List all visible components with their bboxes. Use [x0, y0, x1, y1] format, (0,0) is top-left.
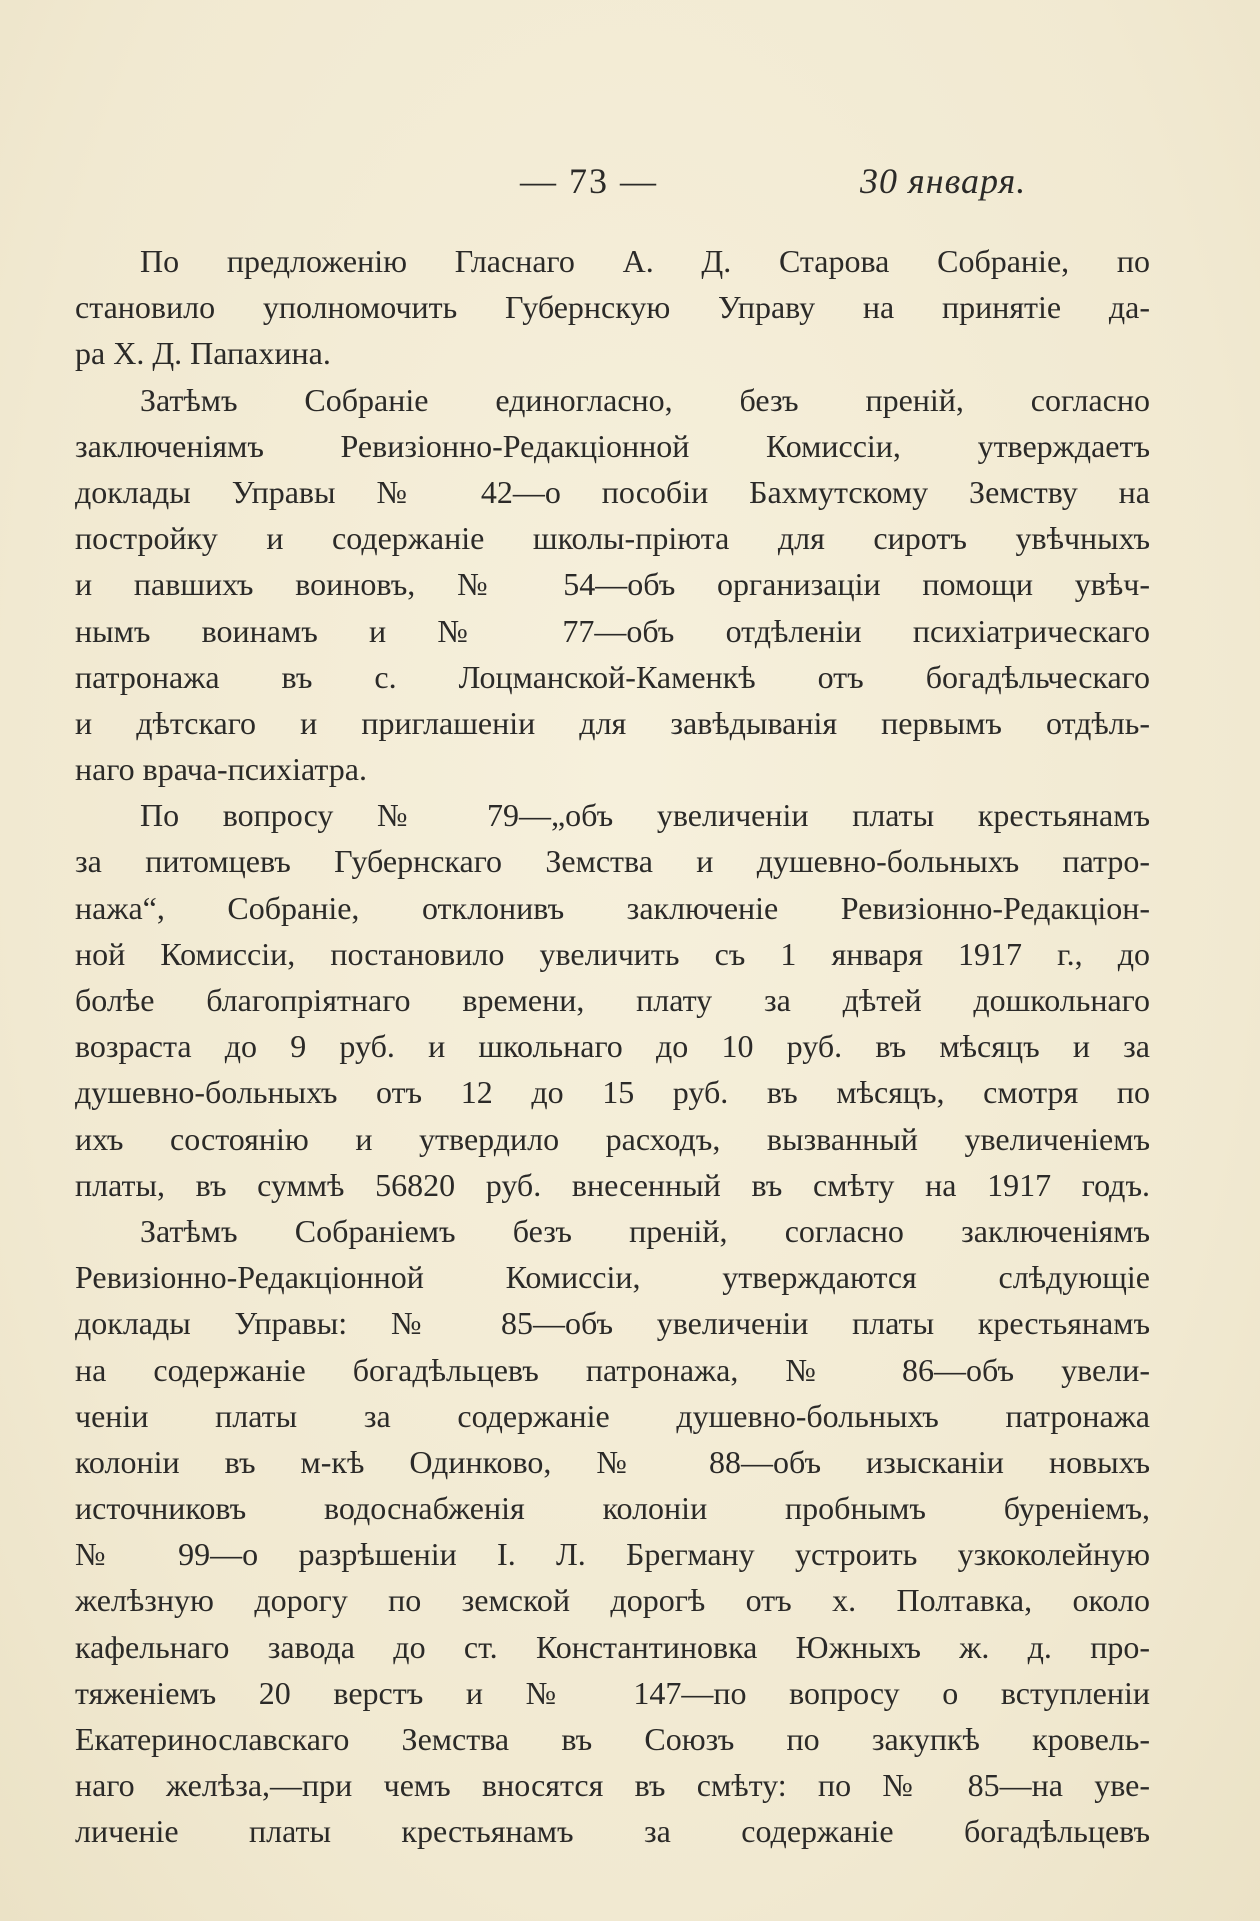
- text-line: наго желѣза,—при чемъ вносятся въ смѣту: по № 85—на уве-: [75, 1767, 1150, 1804]
- body-text: [75, 238, 1150, 1855]
- text-line: № 99—о разрѣшеніи І. Л. Брегману устроить узкоколейную: [75, 1536, 1150, 1573]
- text-line: По вопросу № 79—„объ увеличеніи платы крестьянамъ: [140, 797, 1150, 834]
- text-line: возраста до 9 руб. и школьнаго до 10 руб. въ мѣсяцъ и за: [75, 1028, 1150, 1065]
- running-date: 30 января.: [860, 161, 1027, 201]
- text-line: кафельнаго завода до ст. Константиновка Южныхъ ж. д. про-: [75, 1628, 1150, 1665]
- text-line: ихъ состоянію и утвердило расходъ, вызванный увеличеніемъ: [75, 1120, 1150, 1157]
- text-line: ченіи платы за содержаніе душевно-больныхъ патронажа: [75, 1397, 1150, 1434]
- text-line: ра Х. Д. Папахина.: [75, 335, 331, 372]
- text-line: Екатеринославскаго Земства въ Союзъ по закупкѣ кровель-: [75, 1721, 1150, 1757]
- text-line: и павшихъ воиновъ, № 54—объ организаціи помощи увѣч-: [75, 566, 1150, 603]
- text-line: нымъ воинамъ и № 77—объ отдѣленіи психіатрическаго: [75, 612, 1150, 649]
- text-line: на содержаніе богадѣльцевъ патронажа, № 86—объ увели-: [75, 1351, 1150, 1388]
- text-line: тяженіемъ 20 верстъ и № 147—по вопросу о вступленіи: [75, 1674, 1150, 1711]
- page-number: — 73 —: [520, 161, 658, 201]
- text-line: доклады Управы № 42—о пособіи Бахмутскому Земству на: [75, 473, 1150, 510]
- text-line: патронажа въ с. Лоцманской-Каменкѣ отъ богадѣльческаго: [75, 658, 1150, 695]
- text-line: ной Комиссіи, постановило увеличить съ 1 января 1917 г., до: [75, 935, 1150, 972]
- text-line: личеніе платы крестьянамъ за содержаніе богадѣльцевъ: [75, 1813, 1150, 1850]
- text-line: колоніи въ м-кѣ Одинково, № 88—объ изысканіи новыхъ: [75, 1443, 1150, 1480]
- text-line: нажа“, Собраніе, отклонивъ заключеніе Ревизіонно-Редакціон-: [75, 889, 1150, 926]
- text-line: Затѣмъ Собраніемъ безъ преній, согласно заключеніямъ: [140, 1212, 1150, 1249]
- text-line: становило уполномочить Губернскую Управу на принятіе да-: [75, 289, 1150, 326]
- text-line: платы, въ суммѣ 56820 руб. внесенный въ смѣту на 1917 годъ.: [75, 1166, 1150, 1203]
- text-line: желѣзную дорогу по земской дорогѣ отъ х. Полтавка, около: [75, 1582, 1150, 1619]
- page-header: [0, 160, 1260, 220]
- text-line: за питомцевъ Губернскаго Земства и душевно-больныхъ патро-: [75, 843, 1150, 880]
- text-line: наго врача-психіатра.: [75, 751, 367, 788]
- text-line: По предложенію Гласнаго А. Д. Старова Собраніе, по: [140, 243, 1150, 279]
- text-line: доклады Управы: № 85—объ увеличеніи платы крестьянамъ: [75, 1305, 1150, 1342]
- text-line: Затѣмъ Собраніе единогласно, безъ преній, согласно: [140, 381, 1150, 418]
- text-line: болѣе благопріятнаго времени, плату за дѣтей дошкольнаго: [75, 982, 1150, 1018]
- text-line: заключеніямъ Ревизіонно-Редакціонной Комиссіи, утверждаетъ: [75, 427, 1150, 464]
- text-line: и дѣтскаго и приглашеніи для завѣдыванія первымъ отдѣль-: [75, 704, 1150, 741]
- text-line: душевно-больныхъ отъ 12 до 15 руб. въ мѣсяцъ, смотря по: [75, 1074, 1150, 1111]
- text-line: постройку и содержаніе школы-пріюта для сиротъ увѣчныхъ: [75, 520, 1150, 557]
- text-line: Ревизіонно-Редакціонной Комиссіи, утверждаются слѣдующіе: [75, 1259, 1150, 1296]
- text-line: источниковъ водоснабженія колоніи пробнымъ буреніемъ,: [75, 1490, 1150, 1527]
